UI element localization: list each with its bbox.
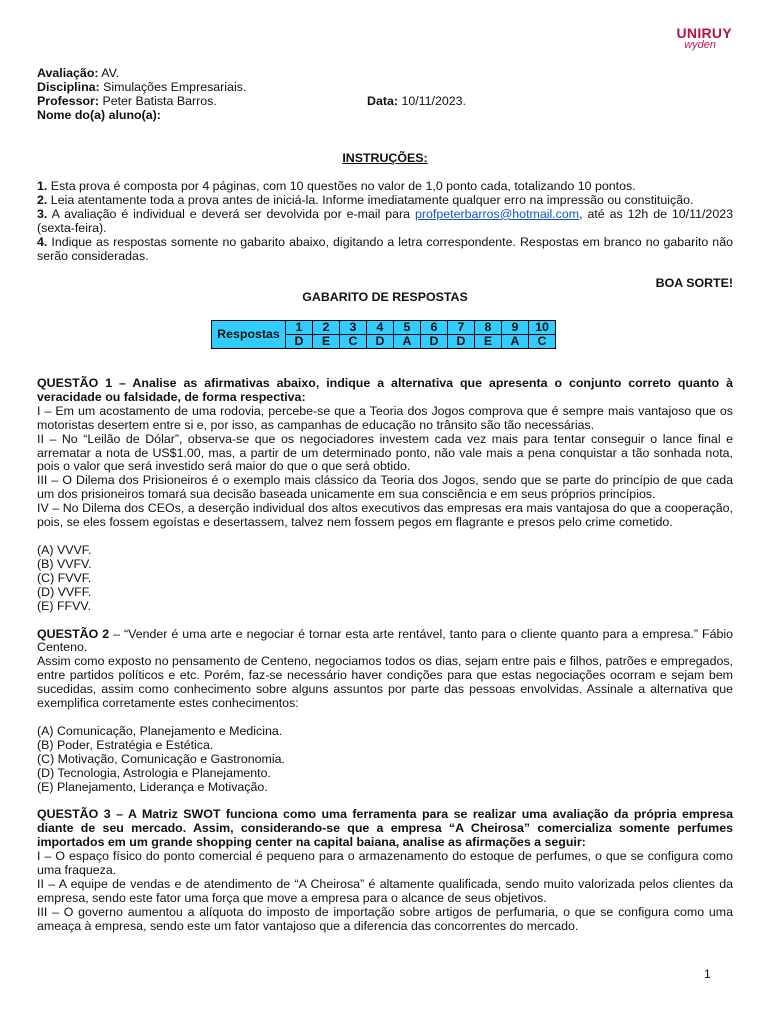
data-label: Data: — [367, 93, 398, 108]
boa-sorte: BOA SORTE! — [655, 276, 733, 290]
question-1-head: QUESTÃO 1 – Analise as afirmativas abaixo, indique a alternativa que apresenta o conjunto correto quanto à veracidade ou falsidade, de forma respectiva: — [37, 376, 733, 404]
question-1-statement-1: I – Em um acostamento de uma rodovia, percebe-se que a Teoria dos Jogos comprova que é sempre mais vantajoso que os motoristas desertem entre si e, por isso, as campanhas de educação no trânsito são tão necessárias. — [37, 403, 733, 432]
question-1-option-b: (B) VVFV. — [37, 556, 92, 571]
question-2-quote: – “Vender é uma arte e negociar é tornar esta arte rentável, tanto para o cliente quanto para a empresa.” Fábio Centeno. — [37, 626, 733, 655]
answer-key-title: GABARITO DE RESPOSTAS — [302, 290, 468, 304]
question-2-option-e: (E) Planejamento, Liderança e Motivação. — [37, 779, 268, 794]
answer-key-table — [211, 320, 556, 349]
logo-sub: wyden — [684, 39, 716, 51]
question-2-number: QUESTÃO 2 — [37, 626, 110, 641]
answer-key-answer[interactable]: E — [475, 335, 502, 349]
question-1-statement-4: IV – No Dilema dos CEOs, a deserção individual dos altos executivos das empresas era mais vantajosa do que a cooperação, pois, se eles fossem egoístas e desertassem, talvez nem fossem pegos em flagrante e presos pelo crime cometido. — [37, 501, 733, 530]
aluno-label: Nome do(a) aluno(a): — [37, 107, 161, 122]
question-3-heading — [37, 808, 733, 850]
answer-key-number: 3 — [340, 321, 367, 335]
instructions-list — [37, 180, 733, 263]
question-2-heading — [37, 628, 733, 656]
avaliacao-label: Avaliação: — [37, 66, 99, 80]
instruction-2-num: 2. — [37, 192, 48, 207]
page-number: 1 — [704, 967, 711, 981]
exam-header — [37, 67, 733, 123]
answer-key-number: 10 — [529, 321, 556, 335]
instruction-2 — [37, 194, 733, 208]
question-1-statement-2: II – No “Leilão de Dólar”, observa-se que os negociadores investem cada vez mais para tentar conseguir o lance final e arrematar a nota de US$1.00, mas, a partir de um determinado ponto, não vale mais a pena conquistar a tão sonhada nota, pois o valor que será investido será maior do que o que será obtido. — [37, 431, 733, 474]
disciplina-label: Disciplina: — [37, 79, 100, 94]
question-1-heading — [37, 377, 733, 405]
instruction-4-text: Indique as respostas somente no gabarito abaixo, digitando a letra correspondente. Respostas em branco no gabarito não serão consideradas. — [37, 234, 733, 263]
instruction-4-num: 4. — [37, 234, 48, 249]
answer-key-answer[interactable]: A — [502, 335, 529, 349]
instruction-1-text: Esta prova é composta por 4 páginas, com 10 questões no valor de 1,0 ponto cada, totalizando 10 pontos. — [50, 179, 636, 193]
question-1-option-d: (D) VVFF. — [37, 584, 92, 599]
answer-key-answer[interactable]: D — [286, 335, 313, 349]
answer-key-answer[interactable]: E — [313, 335, 340, 349]
email-link[interactable]: profpeterbarros@hotmail.com — [415, 206, 580, 221]
question-2-option-c: (C) Motivação, Comunicação e Gastronomia. — [37, 751, 285, 766]
question-2-body: Assim como exposto no pensamento de Centeno, negociamos todos os dias, sejam entre pais e filhos, patrões e empregados, entre partidos políticos e etc. Porém, faz-se necessário haver condições para que estas negociações ocorram e sejam bem sucedidas, assim como conhecimento sobre alguns assuntos por parte das pessoas envolvidas. Assinale a alternativa que exemplifica corretamente estes conhecimentos: — [37, 654, 733, 711]
answer-key-label: Respostas — [212, 321, 286, 349]
answer-key-number: 2 — [313, 321, 340, 335]
instruction-3 — [37, 208, 733, 236]
questions — [37, 377, 733, 934]
answer-key-number: 4 — [367, 321, 394, 335]
question-1-option-e: (E) FFVV. — [37, 598, 91, 613]
question-1-option-c: (C) FVVF. — [37, 570, 92, 585]
question-2-option-b: (B) Poder, Estratégia e Estética. — [37, 737, 214, 752]
answer-key-number: 8 — [475, 321, 502, 335]
answer-key-answer[interactable]: D — [421, 335, 448, 349]
instruction-1-num: 1. — [37, 179, 48, 193]
disciplina-value: Simulações Empresariais. — [103, 79, 247, 94]
answer-key-answer[interactable]: A — [394, 335, 421, 349]
professor-value: Peter Batista Barros. — [102, 93, 217, 108]
professor-label: Professor: — [37, 93, 99, 108]
answer-key-answer[interactable]: D — [367, 335, 394, 349]
instruction-3-deadline: , até as 12h de 10/11/2023 (sexta-feira). — [37, 206, 733, 235]
answer-key-number: 5 — [394, 321, 421, 335]
answer-key-number: 1 — [286, 321, 313, 335]
question-3-statement-2: II – A equipe de vendas e de atendimento de “A Cheirosa” é altamente qualificada, sendo muito valorizada pelos clientes da empresa, sendo este fator uma força que move a empresa para o alcance de seus objetivos. — [37, 877, 733, 905]
question-3-head: QUESTÃO 3 – A Matriz SWOT funciona como uma ferramenta para se realizar uma avaliação da própria empresa diante de seu mercado. Assim, considerando-se que a empresa “A Cheirosa” comercializa somente perfumes importados em um grande shopping center na capital baiana, analise as afirmações a seguir: — [37, 807, 733, 850]
question-2-option-a: (A) Comunicação, Planejamento e Medicina. — [37, 723, 283, 738]
question-1-option-a: (A) VVVF. — [37, 542, 92, 557]
data-value: 10/11/2023. — [401, 93, 466, 108]
instruction-4 — [37, 236, 733, 264]
answer-key-answer[interactable]: C — [529, 335, 556, 349]
logo-brand: UNIRUY — [676, 25, 732, 41]
answer-key-number: 7 — [448, 321, 475, 335]
answer-key-answer[interactable]: C — [340, 335, 367, 349]
question-3-statement-1: I – O espaço físico do ponto comercial é pequeno para o armazenamento do estoque de perfumes, o que se configura como uma fraqueza. — [37, 849, 733, 878]
answer-key-answer[interactable]: D — [448, 335, 475, 349]
instructions-title: INSTRUÇÕES: — [342, 151, 428, 165]
instruction-3-text: A avaliação é individual e deverá ser devolvida por e-mail para — [51, 206, 411, 221]
question-2-option-d: (D) Tecnologia, Astrologia e Planejamento. — [37, 765, 271, 780]
answer-key-number: 6 — [421, 321, 448, 335]
instruction-1 — [37, 180, 733, 194]
avaliacao-value: AV. — [101, 66, 120, 80]
question-3-statement-3: III – O governo aumentou a alíquota do imposto de importação sobre artigos de perfumaria, o que se configura como uma ameaça à empresa, sendo este um fator vantajoso que a diferencia das concorrentes do mercado. — [37, 904, 733, 933]
question-1-statement-3: III – O Dilema dos Prisioneiros é o exemplo mais clássico da Teoria dos Jogos, sendo que se parte do princípio de que cada um dos prisioneiros tomará sua decisão baseada unicamente em sua consciência e em seus próprios princípios. — [37, 473, 733, 502]
instruction-2-text: Leia atentamente toda a prova antes de iniciá-la. Informe imediatamente qualquer erro na impressão ou constituição. — [50, 192, 694, 207]
uniruy-logo — [677, 26, 732, 51]
answer-key-number: 9 — [502, 321, 529, 335]
instruction-3-num: 3. — [37, 206, 48, 221]
